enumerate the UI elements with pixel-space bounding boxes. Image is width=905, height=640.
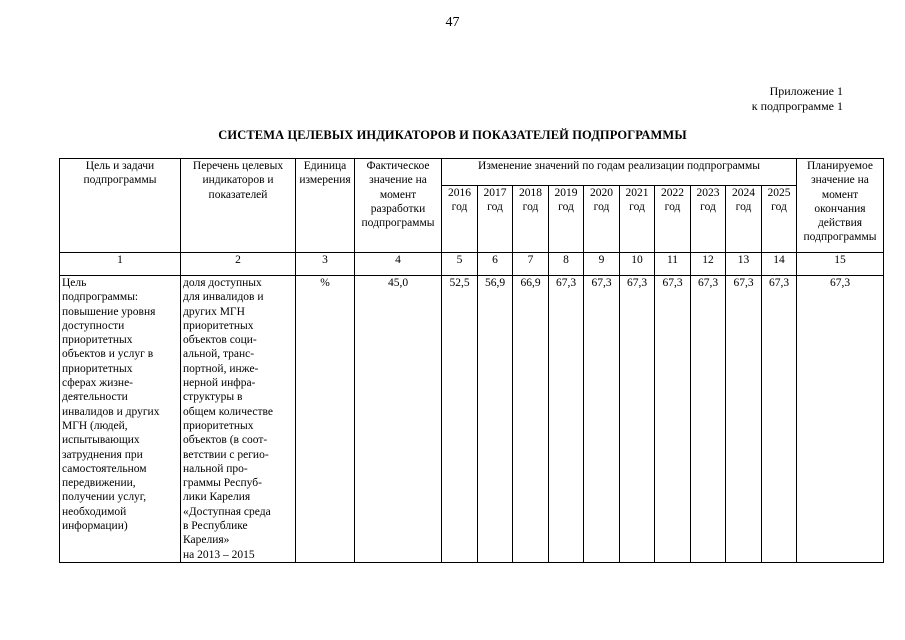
year-suffix: год — [629, 201, 645, 214]
year-suffix: год — [771, 201, 787, 214]
year-suffix: год — [558, 201, 574, 214]
goal-text-line: инвалидов и других — [62, 405, 160, 418]
goal-text-line: Цель — [62, 277, 87, 289]
goal-text-line: самостоятельном — [62, 462, 147, 475]
year-header-2025 — [762, 186, 797, 253]
year-suffix: год — [487, 201, 503, 214]
column-number: 1 — [60, 253, 181, 276]
year-value-cell: 67,3 — [584, 276, 620, 563]
goal-text-line: приоритетных — [62, 362, 133, 375]
year-value-cell: 67,3 — [691, 276, 726, 563]
year-suffix: год — [735, 201, 752, 214]
column-number: 12 — [691, 253, 726, 276]
header-planned: Планируемое значение на момент окончания действия подпрограммы — [797, 159, 884, 253]
indicator-text-line: «Доступная среда — [183, 505, 271, 518]
goal-text-line: сферах жизне- — [62, 377, 134, 390]
year-header-2017 — [478, 186, 513, 253]
year-header-2018 — [513, 186, 549, 253]
year-header-2023 — [691, 186, 726, 253]
year-label: 2021 — [625, 187, 649, 199]
year-suffix: год — [593, 201, 610, 214]
column-number: 4 — [355, 253, 442, 276]
goal-text-line: повышение уровня — [62, 305, 156, 318]
header-goal: Цель и задачи подпрограммы — [60, 159, 181, 253]
goal-text-line: объектов и услуг в — [62, 348, 154, 361]
year-label: 2016 — [448, 187, 471, 199]
year-label: 2020 — [590, 187, 613, 199]
year-label: 2017 — [483, 187, 507, 199]
goal-text-line: приоритетных — [62, 334, 133, 347]
actual-value-cell: 45,0 — [355, 276, 442, 563]
indicator-text-line: приоритетных — [183, 319, 254, 332]
header-indicators: Перечень целевых индикаторов и показателей — [181, 159, 296, 253]
appendix-line-1: Приложение 1 — [769, 84, 843, 98]
year-value-cell: 67,3 — [549, 276, 584, 563]
indicator-text-line: других МГН — [183, 305, 245, 318]
goal-cell — [60, 276, 181, 563]
year-value-cell: 67,3 — [726, 276, 762, 563]
indicator-text-line: общем количестве — [183, 405, 273, 418]
column-number: 6 — [478, 253, 513, 276]
goal-text-line: передвижении, — [62, 477, 136, 490]
indicator-text-line: граммы Респуб- — [183, 477, 262, 490]
indicator-text-line: портной, инже- — [183, 362, 259, 375]
column-number: 3 — [296, 253, 355, 276]
indicator-text-line: объектов (в соот- — [183, 434, 268, 447]
goal-text-line: подпрограммы: — [62, 291, 139, 304]
header-unit: Единица измерения — [296, 159, 355, 253]
column-number: 15 — [797, 253, 884, 276]
appendix-line-2: к подпрограмме 1 — [751, 99, 843, 113]
year-suffix: год — [700, 201, 716, 214]
year-header-2019 — [549, 186, 584, 253]
appendix-note — [752, 84, 843, 114]
column-number: 5 — [442, 253, 478, 276]
goal-text-line: доступности — [62, 319, 125, 332]
year-header-2021 — [620, 186, 655, 253]
year-suffix: год — [522, 201, 539, 214]
indicator-text-line: на 2013 – 2015 — [183, 548, 255, 561]
year-suffix: год — [664, 201, 681, 214]
indicator-text-line: ветствии с регио- — [183, 448, 269, 461]
year-label: 2023 — [696, 187, 720, 199]
indicator-cell — [181, 276, 296, 563]
indicator-text-line: Карелия» — [183, 534, 230, 547]
year-label: 2019 — [554, 187, 578, 199]
column-number: 14 — [762, 253, 797, 276]
indicator-text-line: в Республике — [183, 520, 248, 533]
header-actual: Фактическое значение на момент разработки подпрограммы — [355, 159, 442, 253]
year-value-cell: 67,3 — [620, 276, 655, 563]
year-header-2016 — [442, 186, 478, 253]
year-header-2022 — [655, 186, 691, 253]
goal-text-line: деятельности — [62, 391, 128, 404]
document-title: СИСТЕМА ЦЕЛЕВЫХ ИНДИКАТОРОВ И ПОКАЗАТЕЛЕЙ ПОДПРОГРАММЫ — [218, 128, 687, 142]
indicator-text-line: структуры в — [183, 391, 243, 404]
goal-text-line: испытывающих — [62, 434, 140, 447]
indicator-text-line: альной, транс- — [183, 348, 255, 361]
year-value-cell: 67,3 — [655, 276, 691, 563]
year-label: 2018 — [519, 187, 542, 199]
year-value-cell: 56,9 — [478, 276, 513, 563]
page-number: 47 — [445, 15, 460, 30]
goal-text-line: информации) — [62, 520, 128, 533]
column-number-row — [60, 253, 884, 276]
header-row — [60, 159, 884, 186]
goal-text-line: затруднения при — [62, 448, 143, 461]
table-row — [60, 276, 884, 563]
indicator-text-line: нерной инфра- — [183, 377, 256, 390]
year-label: 2025 — [767, 187, 791, 199]
column-number: 10 — [620, 253, 655, 276]
column-number: 7 — [513, 253, 549, 276]
header-changes: Изменение значений по годам реализации подпрограммы — [442, 159, 797, 186]
goal-text-line: получении услуг, — [62, 491, 147, 504]
indicator-text-line: нальной про- — [183, 462, 248, 475]
year-header-2024 — [726, 186, 762, 253]
planned-value-cell: 67,3 — [797, 276, 884, 563]
column-number: 9 — [584, 253, 620, 276]
year-value-cell: 67,3 — [762, 276, 797, 563]
indicator-text-line: лики Карелия — [183, 491, 251, 504]
indicator-text-line: приоритетных — [183, 419, 254, 432]
indicator-text-line: для инвалидов и — [183, 291, 264, 304]
year-suffix: год — [451, 201, 468, 214]
goal-text-line: необходимой — [62, 505, 127, 518]
unit-cell: % — [296, 276, 355, 563]
column-number: 8 — [549, 253, 584, 276]
indicator-text-line: объектов соци- — [183, 334, 257, 347]
year-value-cell: 66,9 — [513, 276, 549, 563]
column-number: 11 — [655, 253, 691, 276]
indicators-table — [59, 158, 884, 563]
year-label: 2022 — [661, 187, 684, 199]
column-number: 13 — [726, 253, 762, 276]
year-header-2020 — [584, 186, 620, 253]
year-label: 2024 — [732, 187, 755, 199]
goal-text-line: МГН (людей, — [62, 419, 128, 432]
year-value-cell: 52,5 — [442, 276, 478, 563]
column-number: 2 — [181, 253, 296, 276]
indicator-text-line: доля доступных — [183, 277, 262, 289]
